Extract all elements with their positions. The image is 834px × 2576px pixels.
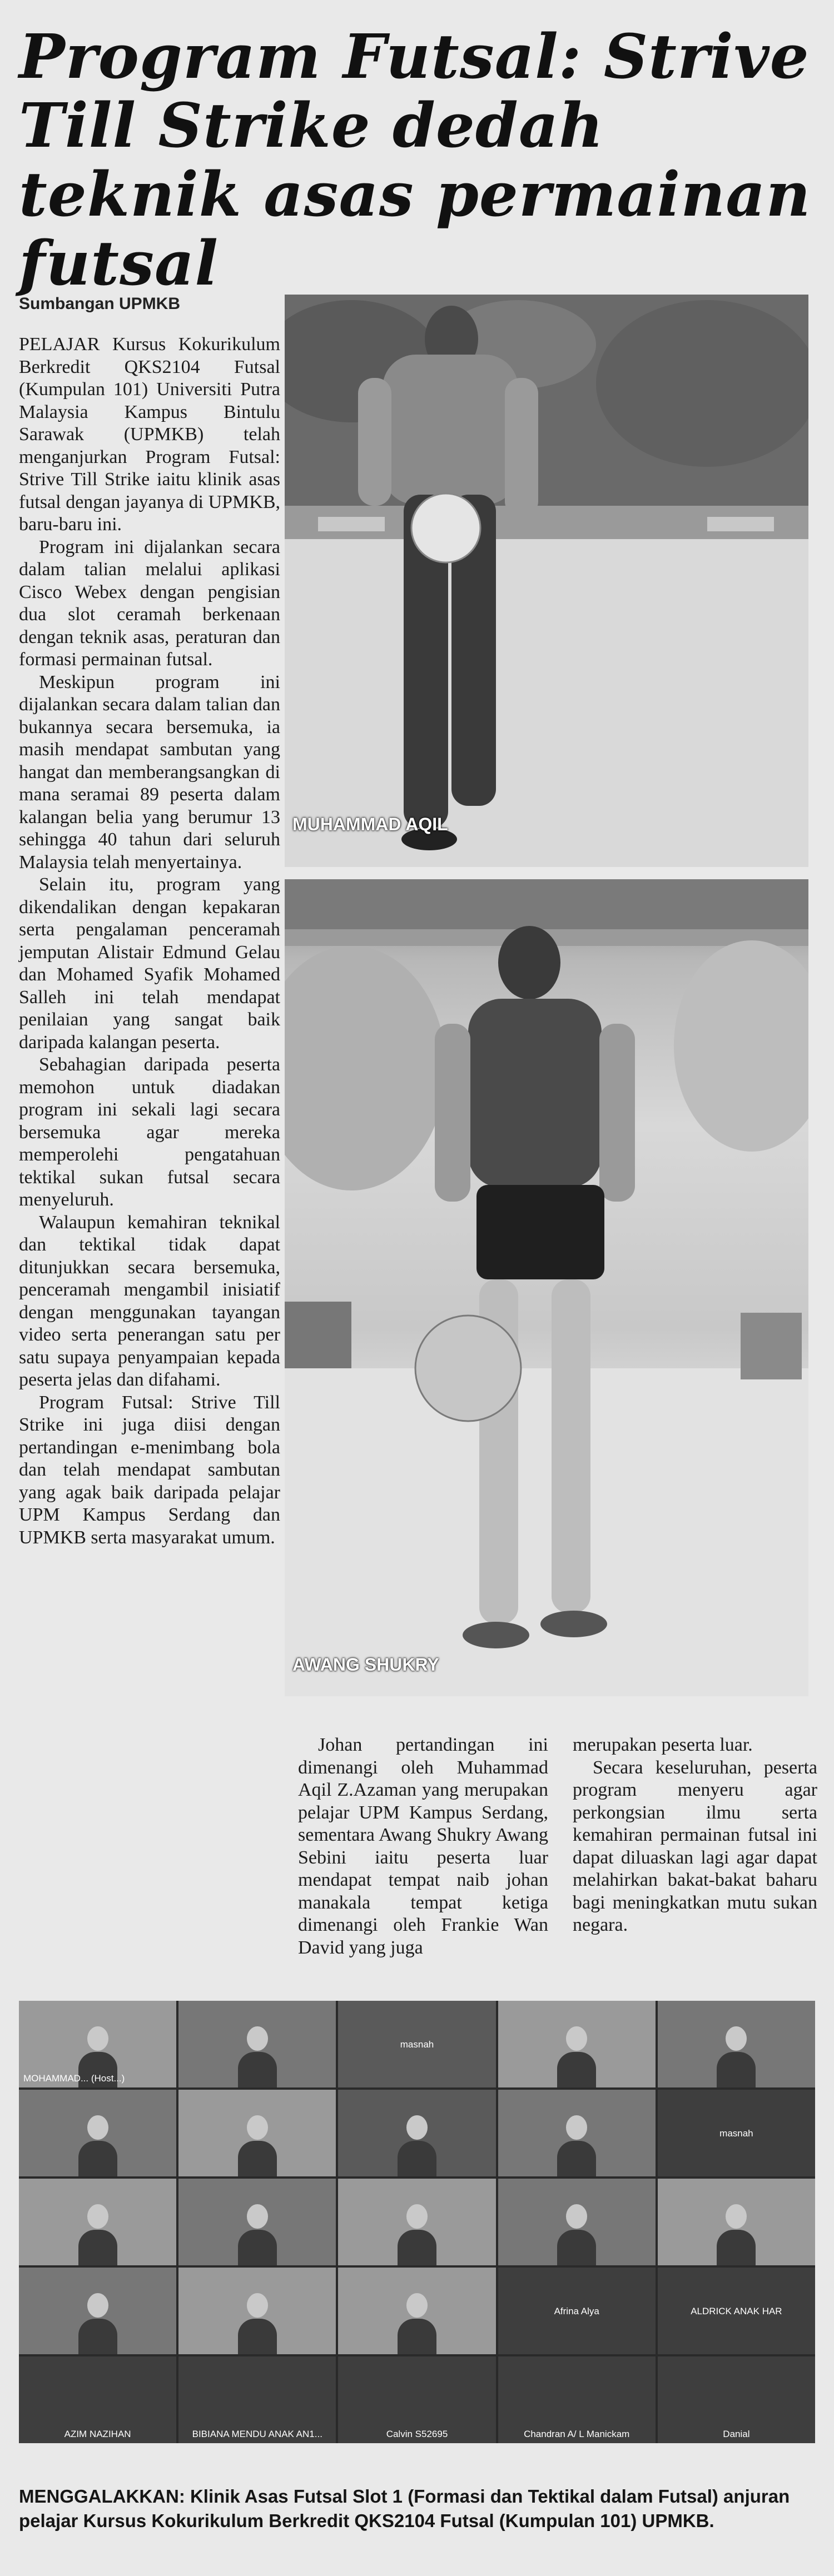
participant-tile [338, 2179, 495, 2265]
participant-tile [498, 2179, 656, 2265]
participant-video [398, 2293, 436, 2354]
paragraph: merupakan peserta luar. [573, 1735, 753, 1755]
participant-tile [338, 2356, 495, 2443]
participant-video [238, 2204, 277, 2265]
participant-name: Calvin S52695 [386, 2429, 448, 2439]
participant-video [238, 2026, 277, 2087]
participant-tile [498, 2356, 656, 2443]
participant-video [557, 2115, 596, 2176]
participant-tile [658, 2001, 815, 2087]
participant-name: Danial [723, 2429, 750, 2439]
participant-tile [178, 2179, 336, 2265]
participant-tile [658, 2356, 815, 2443]
paragraph: PELAJAR Kursus Kokurikulum Berkredit QKS2104 Futsal (Kumpulan 101) Universiti Putra Malaysia Kampus Bintulu Sarawak (UPMKB) telah menganjurkan Program Futsal: Strive Till Strike iaitu klinik asas futsal dengan jayanya di UPMKB, baru-baru ini. [19, 334, 280, 535]
participant-video [238, 2115, 277, 2176]
participant-tile [658, 2268, 815, 2354]
photo-2-caption: AWANG SHUKRY [292, 1655, 439, 1675]
participant-name: Afrina Alya [554, 2305, 599, 2316]
photo-1-caption: MUHAMMAD AQIL [292, 814, 448, 834]
participant-tile [178, 2090, 336, 2176]
participant-name: masnah [400, 2039, 434, 2050]
participant-name: ALDRICK ANAK HAR [691, 2305, 782, 2316]
participant-tile [658, 2090, 815, 2176]
participant-tile [19, 2356, 176, 2443]
participant-video [398, 2115, 436, 2176]
participant-tile [658, 2179, 815, 2265]
participant-video [78, 2115, 117, 2176]
article-column-3 [573, 1734, 817, 1937]
participant-tile [498, 2268, 656, 2354]
paragraph: Selain itu, program yang dikendalikan dengan kepakaran serta pengalaman penceramah jemputan Alistair Edmund Gelau dan Mohamed Syafik Mohamed Salleh ini telah mendapat penilaian yang sangat baik daripada kalangan peserta. [19, 874, 280, 1053]
participant-tile [19, 2001, 176, 2087]
article-column-1 [19, 333, 280, 1549]
paragraph: Walaupun kemahiran teknikal dan tektikal tidak dapat ditunjukkan secara bersemuka, penceramah mengambil inisiatif dengan menggunakan tayangan video serta penerangan satu per satu supaya penyampaian kepada peserta jelas dan difahami. [19, 1212, 280, 1390]
participant-video [717, 2204, 756, 2265]
paragraph: Johan pertandingan ini dimenangi oleh Muhammad Aqil Z.Azaman yang merupakan pelajar UPM Kampus Serdang, sementara Awang Shukry Awang Sebini iaitu peserta luar mendapat tempat naib johan manakala tempat ketiga dimenangi oleh Frankie Wan David yang juga [298, 1735, 548, 1958]
participant-tile [338, 2268, 495, 2354]
participant-tile [338, 2001, 495, 2087]
video-conference-screenshot [19, 2001, 815, 2443]
headline: Program Futsal: Strive Till Strike dedah teknik asas permainan futsal [19, 21, 811, 299]
participant-name: AZIM NAZIHAN [64, 2429, 131, 2439]
participant-video [557, 2204, 596, 2265]
participant-tile [338, 2090, 495, 2176]
participant-name: BIBIANA MENDU ANAK AN1... [192, 2429, 322, 2439]
participant-video [717, 2026, 756, 2087]
participant-video [78, 2293, 117, 2354]
participant-video [398, 2204, 436, 2265]
participant-tile [178, 2001, 336, 2087]
participant-name: Chandran A/ L Manickam [524, 2429, 630, 2439]
photo-2-illustration [285, 879, 808, 1696]
participant-tile [19, 2268, 176, 2354]
paragraph: Meskipun program ini dijalankan secara dalam talian dan bukannya secara bersemuka, ia masih mendapat sambutan yang hangat dan memberangsangkan di mana seramai 89 peserta dalam kalangan belia yang berumur 13 sehingga 40 tahun dari seluruh Malaysia telah menyertainya. [19, 671, 280, 873]
participant-tile [19, 2090, 176, 2176]
participant-video [78, 2204, 117, 2265]
participant-tile [178, 2356, 336, 2443]
participant-tile [498, 2001, 656, 2087]
participant-tile [178, 2268, 336, 2354]
paragraph: Sebahagian daripada peserta memohon untuk diadakan program ini sekali lagi secara bersemuka agar mereka memperolehi pengatahuan tektikal sukan futsal secara menyeluruh. [19, 1054, 280, 1210]
paragraph: Program Futsal: Strive Till Strike ini juga diisi dengan pertandingan e-menimbang bola dan telah mendapat sambutan yang agak baik daripada pelajar UPM Kampus Serdang dan UPMKB serta masyarakat umum. [19, 1392, 280, 1548]
photo-caption: MENGGALAKKAN: Klinik Asas Futsal Slot 1 (Formasi dan Tektikal dalam Futsal) anjuran pelajar Kursus Kokurikulum Berkredit QKS2104 Futsal (Kumpulan 101) UPMKB. [19, 2486, 790, 2531]
participant-tile [19, 2179, 176, 2265]
contributor-byline: Sumbangan UPMKB [19, 295, 181, 313]
paragraph: Secara keseluruhan, peserta program menyeru agar perkongsian ilmu serta kemahiran permainan futsal ini dapat diluaskan lagi agar dapat melahirkan bakat-bakat baharu bagi meningkatkan mutu sukan negara. [573, 1757, 817, 1935]
participant-tile [498, 2090, 656, 2176]
photo-1-illustration [285, 295, 808, 867]
photo-awang-shukry [285, 879, 808, 1696]
participant-video [238, 2293, 277, 2354]
participant-name: MOHAMMAD... (Host...) [23, 2073, 125, 2084]
photo-muhammad-aqil [285, 295, 808, 867]
paragraph: Program ini dijalankan secara dalam talian melalui aplikasi Cisco Webex dengan pengisian dua slot ceramah berkenaan dengan teknik asas, peraturan dan formasi permainan futsal. [19, 536, 280, 670]
participant-video [557, 2026, 596, 2087]
participant-name: masnah [719, 2127, 753, 2139]
article-column-2 [298, 1734, 548, 1959]
